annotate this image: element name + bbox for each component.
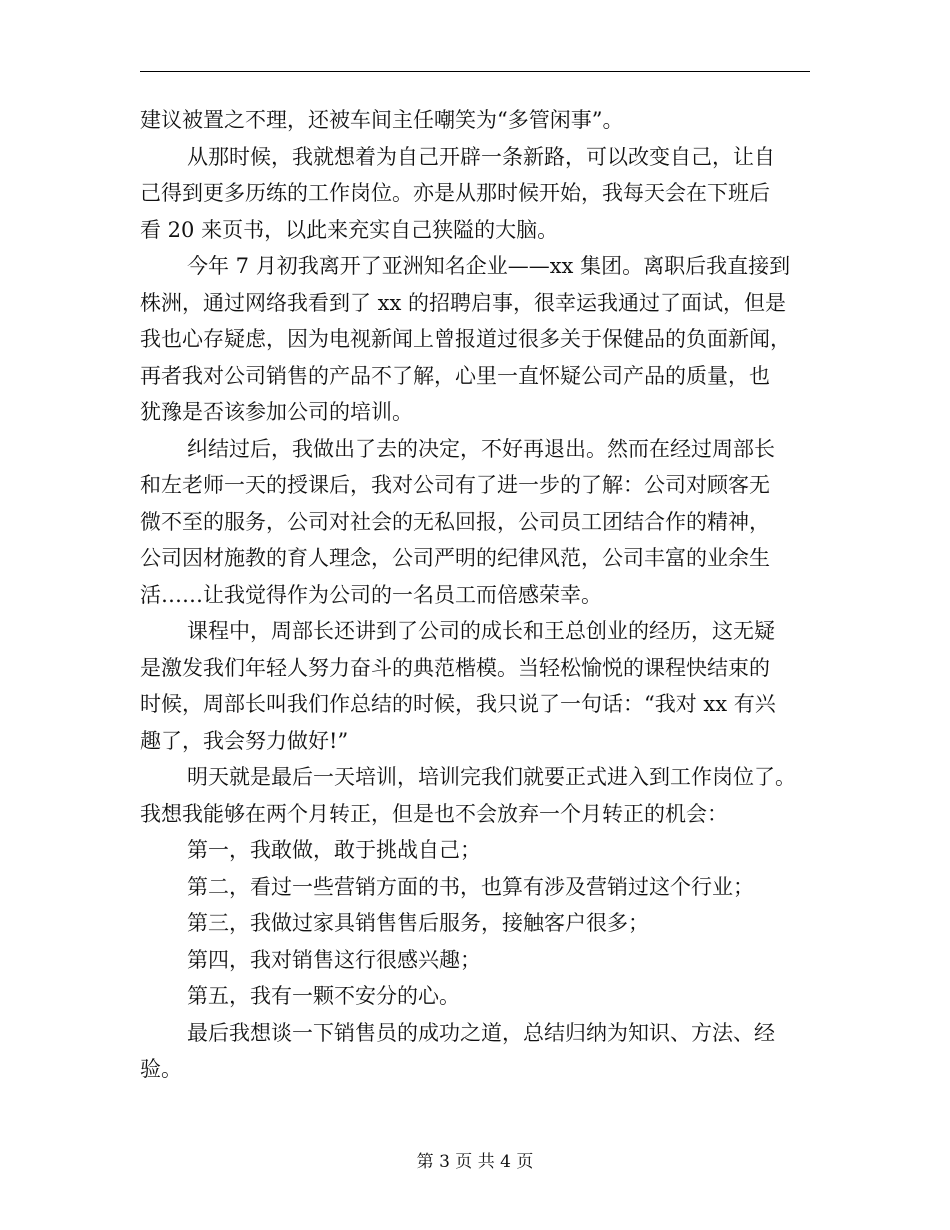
text-line: 最后我想谈一下销售员的成功之道，总结归纳为知识、方法、经 [187, 1020, 775, 1045]
text-line: 己得到更多历练的工作岗位。亦是从那时候开始，我每天会在下班后 [140, 181, 770, 205]
text-line: 明天就是最后一天培训，培训完我们就要正式进入到工作岗位了。 [187, 765, 796, 789]
text-line: 第一，我敢做，敢于挑战自己； [187, 838, 481, 862]
text-line: 是激发我们年轻人努力奋斗的典范楷模。当轻松愉悦的课程快结束的 [140, 655, 770, 680]
text-line: 我也心存疑虑，因为电视新闻上曾报道过很多关于保健品的负面新闻， [140, 327, 791, 351]
text-line: 看 20 来页书，以此来充实自己狭隘的大脑。 [140, 217, 559, 242]
text-line: 和左老师一天的授课后，我对公司有了进一步的了解：公司对顾客无 [140, 473, 770, 497]
text-line: 我想我能够在两个月转正，但是也不会放弃一个月转正的机会： [140, 801, 728, 826]
text-line: 从那时候，我就想着为自己开辟一条新路，可以改变自己，让自 [187, 144, 775, 169]
document-body [140, 102, 812, 1088]
page-footer: 第 3 页 共 4 页 [416, 1152, 534, 1172]
text-line: 活……让我觉得作为公司的一名员工而倍感荣幸。 [140, 582, 602, 607]
text-line: 第三，我做过家具销售售后服务，接触客户很多； [187, 911, 649, 935]
text-line: 第二，看过一些营销方面的书，也算有涉及营销过这个行业； [187, 874, 754, 899]
text-line: 第四，我对销售这行很感兴趣； [187, 947, 481, 972]
text-line: 时候，周部长叫我们作总结的时候，我只说了一句话：“我对 xx 有兴 [140, 692, 776, 716]
text-line: 趣了，我会努力做好!” [140, 728, 349, 753]
text-line: 验。 [140, 1057, 182, 1081]
text-line: 课程中，周部长还讲到了公司的成长和王总创业的经历，这无疑 [187, 619, 775, 643]
text-line: 株洲，通过网络我看到了 xx 的招聘启事，很幸运我通过了面试，但是 [140, 290, 787, 315]
text-line: 犹豫是否该参加公司的培训。 [140, 400, 413, 424]
text-line: 纠结过后，我做出了去的决定，不好再退出。然而在经过周部长 [187, 436, 775, 461]
text-line: 建议被置之不理，还被车间主任嘲笑为“多管闲事”。 [140, 108, 624, 132]
text-line: 再者我对公司销售的产品不了解，心里一直怀疑公司产品的质量，也 [140, 363, 770, 388]
text-line: 微不至的服务，公司对社会的无私回报，公司员工团结合作的精神， [140, 509, 770, 534]
text-line: 今年 7 月初我离开了亚洲知名企业——xx 集团。离职后我直接到 [187, 254, 791, 278]
text-line: 公司因材施教的育人理念，公司严明的纪律风范，公司丰富的业余生 [140, 546, 770, 570]
text-line: 第五，我有一颗不安分的心。 [187, 984, 460, 1008]
header-rule [140, 71, 810, 72]
